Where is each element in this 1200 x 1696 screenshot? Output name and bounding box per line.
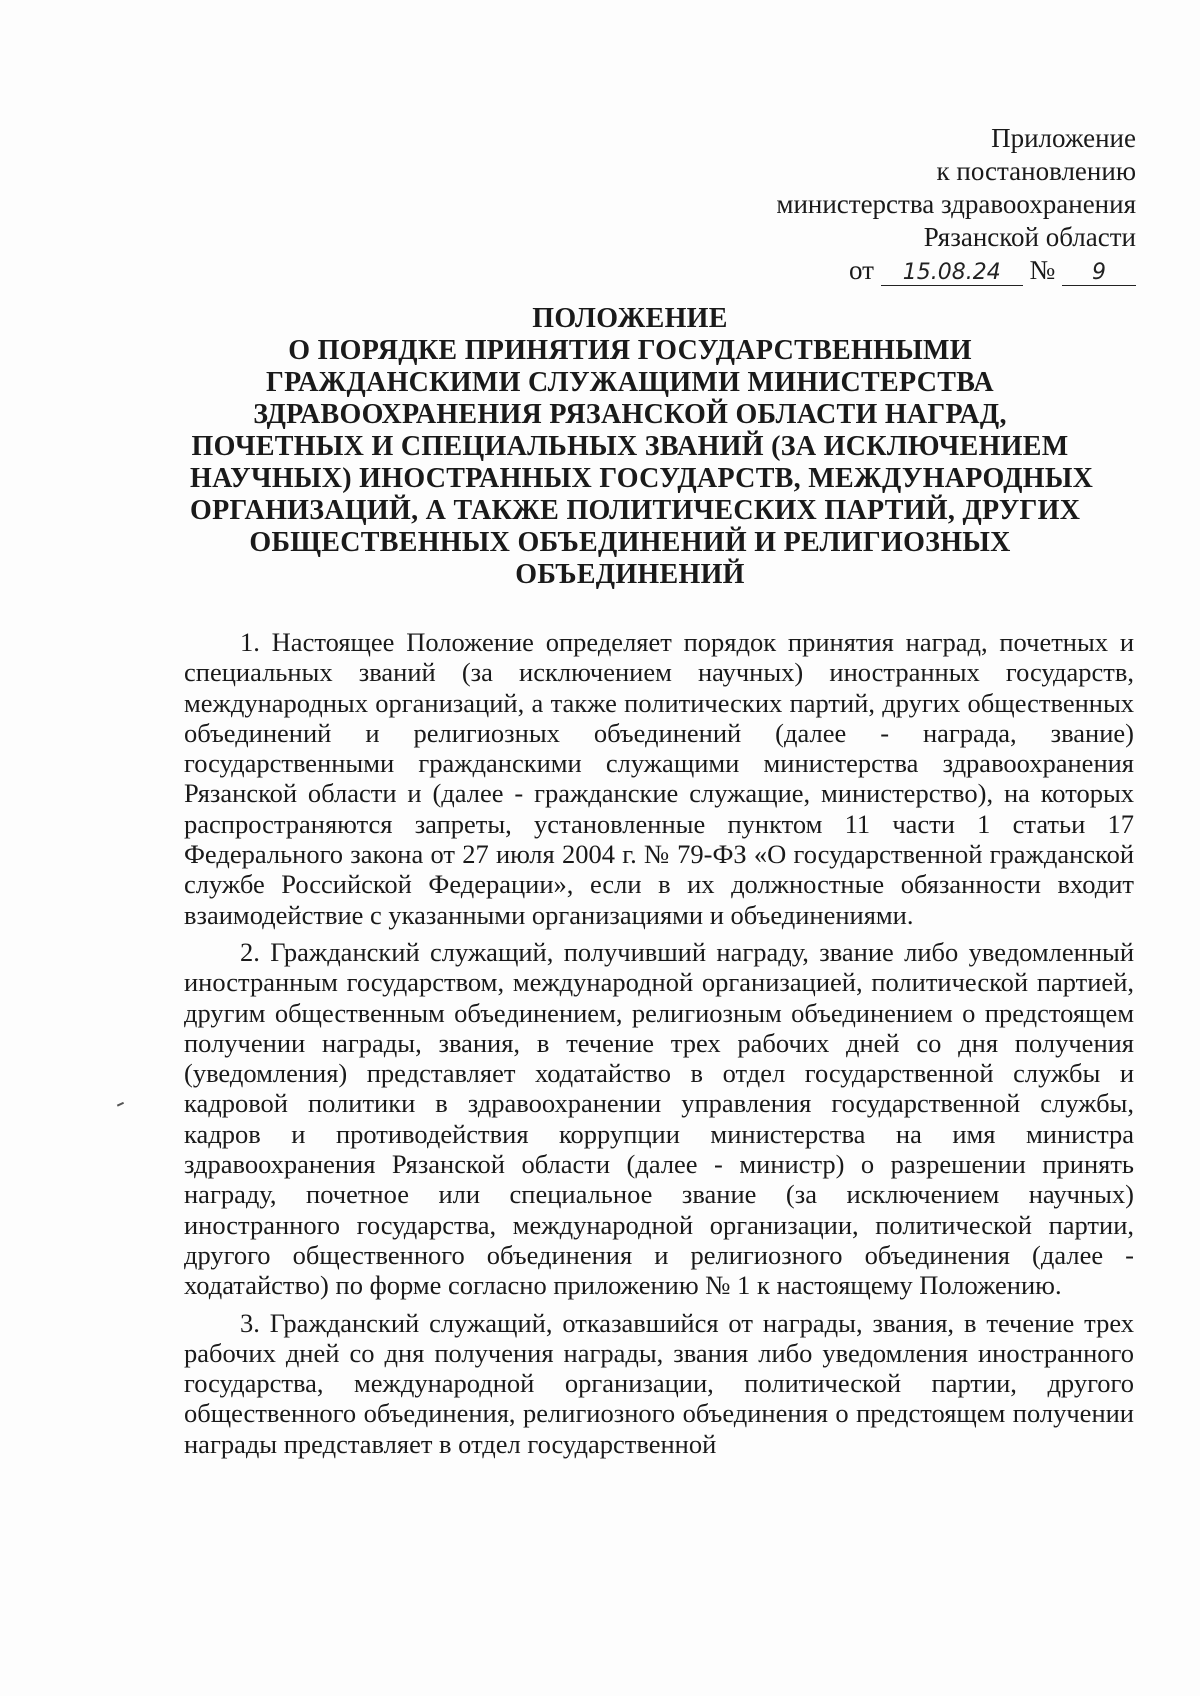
paragraph-1: 1. Настоящее Положение определяет порядок принятия наград, почетных и специальных званий (за исключением научных) иностранных государств, международных организаций, а также политических партий, других общественных объединений и религиозных объединений (далее - награда, звание) государственными гражданскими служащими министерства здравоохранения Рязанской области и (далее - гражданские служащие, министерство), на которых распространяются запреты, установленные пунктом 11 части 1 статьи 17 Федерального закона от 27 июля 2004 г. № 79-ФЗ «О государственной гражданской службе Российской Федерации», если в их должностные обязанности входит взаимодействие с указанными организациями и объединениями. <box>184 627 1134 930</box>
paragraph-3: 3. Гражданский служащий, отказавшийся от награды, звания, в течение трех рабочих дней со дня получения награды, звания либо уведомления иностранного государства, международной организации, политической партии, другого общественного объединения, религиозного объединения о предстоящем получении награды представляет в отдел государственной <box>184 1307 1134 1459</box>
title-line: ОРГАНИЗАЦИЙ, А ТАКЖЕ ПОЛИТИЧЕСКИХ ПАРТИЙ, ДРУГИХ <box>190 495 1081 526</box>
title-line: О ПОРЯДКЕ ПРИНЯТИЯ ГОСУДАРСТВЕННЫМИ <box>288 335 972 366</box>
title-line: ОБЩЕСТВЕННЫХ ОБЪЕДИНЕНИЙ И РЕЛИГИОЗНЫХ <box>249 527 1011 558</box>
scan-pen-mark <box>117 1102 126 1111</box>
title-line: ПОЛОЖЕНИЕ <box>532 303 728 334</box>
title-line: ПОЧЕТНЫХ И СПЕЦИАЛЬНЫХ ЗВАНИЙ (ЗА ИСКЛЮЧЕНИЕМ <box>191 431 1069 462</box>
from-label: от <box>849 255 874 285</box>
title-line: ЗДРАВООХРАНЕНИЯ РЯЗАНСКОЙ ОБЛАСТИ НАГРАД, <box>253 399 1007 430</box>
appendix-line-1: Приложение <box>991 123 1136 153</box>
document-body <box>184 627 1134 1466</box>
appendix-date-line <box>776 254 1136 287</box>
paragraph-2: 2. Гражданский служащий, получивший награду, звание либо уведомленный иностранным государством, международной организацией, политической партией, другим общественным объединением, религиозным объединением о предстоящем получении награды, звания, в течение трех рабочих дней со дня получения (уведомления) представляет ходатайство в отдел государственной службы и кадровой политики в здравоохранении управления государственной службы, кадров и противодействия коррупции министерства на имя министра здравоохранения Рязанской области (далее - министр) о разрешении принять награду, почетное или специальное звание (за исключением научных) иностранного государства, международной организации, политической партии, другого общественного объединения и религиозного объединения (далее - ходатайство) по форме согласно приложению № 1 к настоящему Положению. <box>184 936 1134 1301</box>
handwritten-date: 15.08.24 <box>881 261 1023 286</box>
number-label: № <box>1029 255 1056 285</box>
title-line: ГРАЖДАНСКИМИ СЛУЖАЩИМИ МИНИСТЕРСТВА <box>266 367 994 398</box>
document-title <box>190 303 1094 591</box>
title-line: ОБЪЕДИНЕНИЙ <box>515 559 745 590</box>
appendix-line-2: к постановлению <box>936 156 1136 186</box>
appendix-block <box>776 122 1136 287</box>
handwritten-number: 9 <box>1062 261 1136 286</box>
title-line: НАУЧНЫХ) ИНОСТРАННЫХ ГОСУДАРСТВ, МЕЖДУНАРОДНЫХ <box>190 463 1094 494</box>
appendix-line-3: министерства здравоохранения <box>776 189 1136 219</box>
appendix-line-4: Рязанской области <box>923 222 1136 252</box>
